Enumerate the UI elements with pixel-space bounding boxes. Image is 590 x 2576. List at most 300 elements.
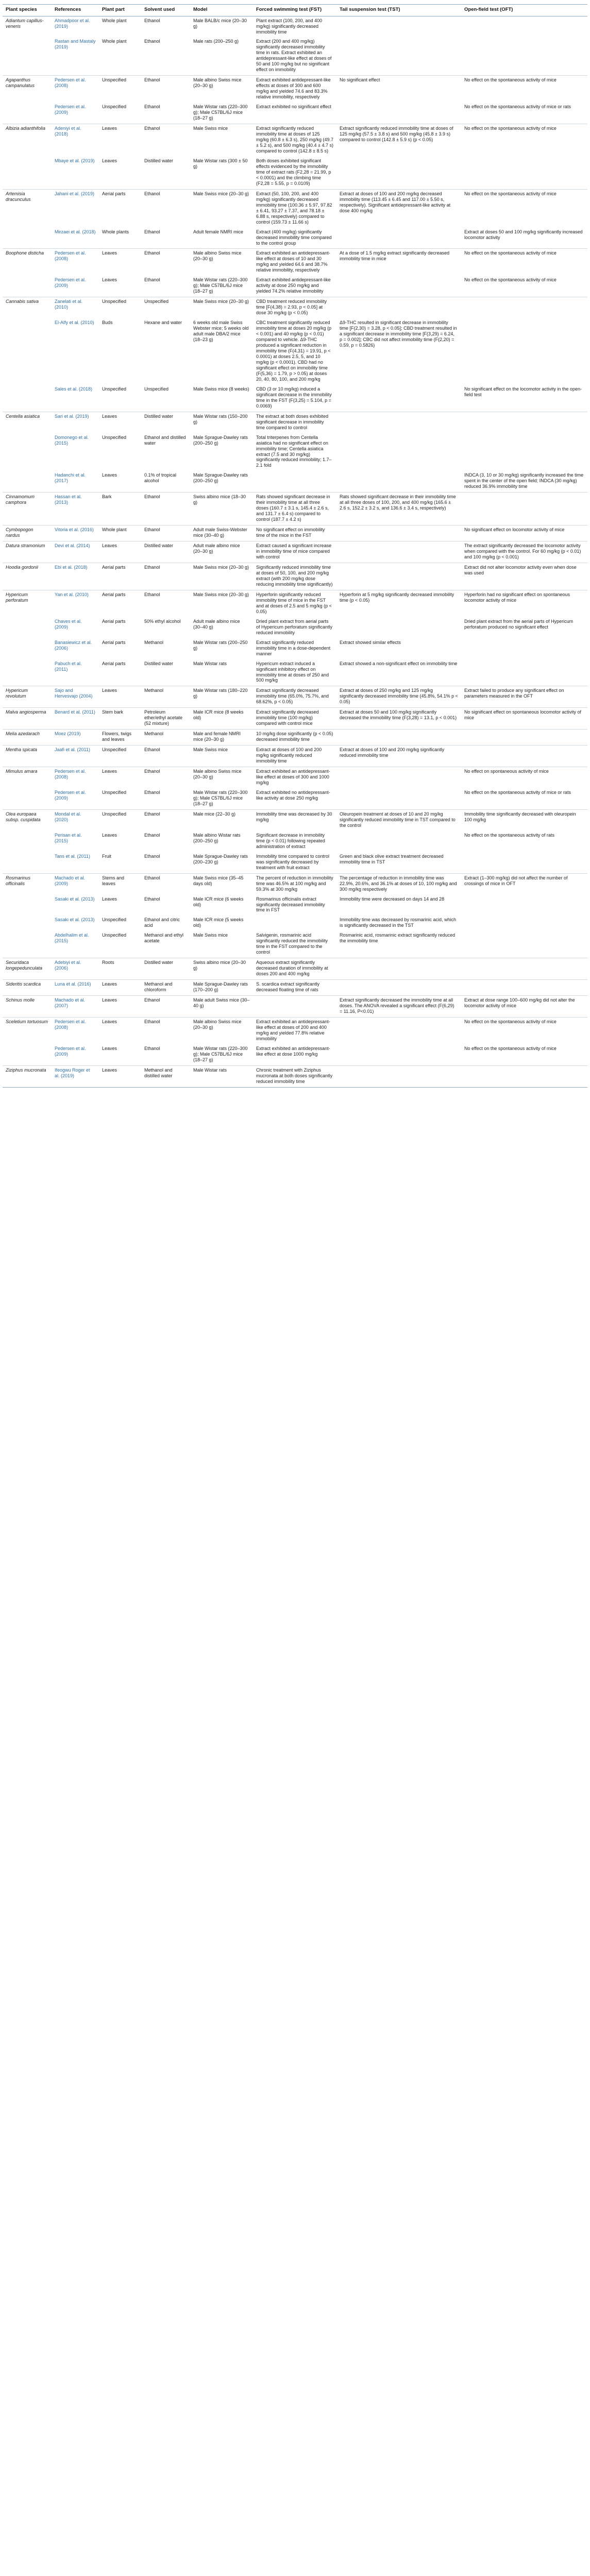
header-fst: Forced swimming test (FST) (253, 5, 336, 16)
cell-plant-part: Roots (99, 958, 141, 980)
cell-oft: No significant effect on the locomotor activity in the open-field test (464, 386, 582, 397)
cell-plant-part: Unspecified (102, 104, 127, 110)
cell-fst: Significant decrease in immobility time (p < 0.01) following repeated administration of extract (256, 832, 325, 849)
cell-fst: Extract exhibited an antidepressant-like effect at doses of 300 and 1000 mg/kg (253, 767, 336, 788)
cell-plant-part: Aerial parts (99, 189, 141, 227)
cell-model: Male and female NMRI mice (20–30 g) (190, 730, 253, 745)
cell-tst (336, 471, 461, 492)
cell-plant-species (3, 659, 52, 686)
cell-plant-part: Whole plant (99, 16, 141, 37)
cell-reference[interactable]: Sales et al. (2018) (55, 386, 93, 392)
header-plant-part: Plant part (99, 5, 141, 16)
cell-fst: Extract exhibited no antidepressant-like activity at dose 250 mg/kg (256, 790, 330, 801)
cell-plant-species: Rosmarinus officinalis (3, 873, 52, 894)
cell-model: Male albino Swiss mice (20–30 g) (190, 76, 253, 103)
table-row (3, 980, 587, 996)
header-solvent-used: Solvent used (141, 5, 190, 16)
cell-solvent: Ethanol (141, 493, 190, 526)
cell-model: Male ICR mice (5 weeks old) (193, 917, 244, 928)
cell-reference[interactable]: Adebiyi et al. (2006) (52, 958, 99, 980)
table-row (3, 276, 587, 297)
cell-reference[interactable]: Banasiewicz et al. (2006) (55, 639, 92, 651)
table-row (3, 931, 587, 958)
cell-solvent: Methanol (141, 686, 190, 708)
cell-solvent: Ethanol (141, 563, 190, 590)
cell-oft: Dried plant extract from the aerial parts of Hypericum perforatum produced no significant effect (464, 618, 574, 630)
cell-plant-part: Unspecified (102, 933, 127, 938)
cell-plant-species (3, 37, 52, 75)
cell-tst: At a dose of 1.5 mg/kg extract significantly decreased immobility time in mice (336, 249, 461, 276)
header-tst: Tail suspension test (TST) (336, 5, 461, 16)
cell-tst (336, 157, 461, 189)
cell-tst (336, 297, 461, 318)
cell-oft (461, 730, 587, 745)
cell-solvent: Ethanol (141, 590, 190, 617)
cell-solvent: Distilled water (144, 158, 174, 163)
cell-fst: Immobility time was decreased by 30 mg/kg (253, 809, 336, 831)
cell-plant-part: Unspecified (99, 745, 141, 767)
cell-fst: Extract exhibited an antidepressant-like effect at doses of 10 and 30 mg/kg and yielded 64.6 and 38.7% relative immobility, respectively (253, 249, 336, 276)
cell-tst (336, 617, 461, 638)
cell-fst: Extract significantly decreased immobility time (65.0%, 75.7%, and 68.62%, p < 0.05) (253, 686, 336, 708)
cell-reference[interactable]: Machado et al. (2007) (52, 996, 99, 1018)
cell-plant-species: Adiantum capillus-veneris (3, 16, 52, 37)
cell-plant-part: Unspecified (102, 917, 127, 923)
cell-reference[interactable]: Chaves et al. (2009) (55, 618, 82, 630)
cell-plant-part: Stems and leaves (99, 873, 141, 894)
cell-tst (336, 958, 461, 980)
cell-plant-species: Cymbopogon nardus (3, 526, 52, 541)
cell-oft: Extract did not alter locomotor activity even when dose was used (461, 563, 587, 590)
cell-plant-species (3, 1044, 52, 1065)
cell-model: Male albino Swiss mice (20–30 g) (190, 1018, 253, 1044)
cell-fst: CBD treatment reduced immobility time [F(4,38) = 2.93, p < 0.05] at dose 30 mg/kg (p < 0.05) (253, 297, 336, 318)
cell-tst: Extract significantly decreased the immobility time at all doses. The ANOVA revealed a significant effect (F(6,29) = 11.16, P<0.01) (336, 996, 461, 1018)
cell-fst: Dried plant extract from aerial parts of Hypericum perforatum significantly reduced immobility (256, 618, 333, 635)
cell-fst: Salvigenin, rosmarinic acid significantly reduced the immobility time in the FST compared to the control (256, 933, 328, 955)
cell-plant-species: Securidaca longepedunculata (3, 958, 52, 980)
cell-reference[interactable]: Hassan et al. (2013) (52, 493, 99, 526)
cell-solvent: Ethanol (144, 277, 160, 283)
cell-reference[interactable]: Pedersen et al. (2009) (55, 104, 86, 115)
cell-reference[interactable]: Pedersen et al. (2008) (52, 1018, 99, 1044)
cell-plant-part: Leaves (99, 686, 141, 708)
cell-oft: No effect on the spontaneous activity of mice (461, 249, 587, 276)
cell-tst (336, 385, 461, 412)
cell-reference[interactable]: Zanelati et al. (2010) (52, 297, 99, 318)
cell-solvent: Unspecified (141, 297, 190, 318)
cell-plant-part: Leaves (99, 249, 141, 276)
cell-solvent: Ethanol (144, 104, 160, 110)
table-body (3, 16, 587, 1087)
table-row (3, 563, 587, 590)
cell-solvent: Petroleum ether/ethyl acetate (52 mixture) (141, 708, 190, 730)
cell-model: Male albino Wistar rats (200–250 g) (193, 832, 241, 843)
cell-solvent: Ethanol (141, 809, 190, 831)
cell-reference[interactable]: Pedersen et al. (2008) (52, 767, 99, 788)
cell-reference[interactable]: Domonego et al. (2015) (55, 434, 89, 446)
table-row (3, 37, 587, 75)
table-row (3, 189, 587, 227)
cell-solvent: Ethanol (141, 16, 190, 37)
cell-plant-species: Mimulus amara (3, 767, 52, 788)
cell-reference[interactable]: Tans et al. (2011) (55, 853, 90, 859)
cell-fst: S. scardica extract significantly decreased floating time of rats (253, 980, 336, 996)
cell-reference[interactable]: Jaafi et al. (2011) (52, 745, 99, 767)
cell-plant-part: Leaves (102, 277, 117, 283)
table-row (3, 916, 587, 931)
cell-plant-part: Aerial parts (99, 563, 141, 590)
cell-model: Male rats (200–250 g) (193, 39, 239, 44)
table-row (3, 541, 587, 563)
cell-oft (461, 895, 587, 916)
cell-model: Adult male Swiss-Webster mice (30–40 g) (190, 526, 253, 541)
cell-tst (336, 433, 461, 471)
table-row (3, 958, 587, 980)
cell-reference[interactable]: El-Alfy et al. (2010) (55, 320, 94, 326)
cell-reference[interactable]: Rastan and Mastaly (2019) (55, 39, 96, 50)
cell-solvent: Ethanol (144, 229, 160, 234)
cell-fst: Chronic treatment with Ziziphus mucronata at both doses significantly reduced immobility time (253, 1065, 336, 1087)
cell-plant-species: Artemisia dracunculus (3, 189, 52, 227)
cell-tst: Δ9-THC resulted in significant decrease in immobility time [F(2,30) = 3.28, p < 0.05]; CBD treatment resulted in a significant decrease in immobility time [F(3,29) = 6.24, p = 0.002]; CBC did not affect immobility time (F(2,20) = 0.59, p = 0.5826) (340, 320, 457, 348)
cell-plant-species: Albizia adianthifolia (3, 124, 52, 157)
cell-reference[interactable]: Pedersen et al. (2009) (55, 1045, 86, 1057)
table-row (3, 730, 587, 745)
cell-reference[interactable]: Pedersen et al. (2009) (55, 790, 86, 801)
cell-oft (461, 1065, 587, 1087)
cell-plant-species (3, 788, 52, 809)
cell-solvent: Ethanol and citric acid (144, 917, 180, 928)
cell-fst: Extract (50, 100, 200, and 400 mg/kg) significantly decreased immobility time (100.36 ± 5.97, 97.82 ± 6.41, 93.27 ± 7.37, and 78.18 ± 6.88 s, respectively) compared to control (159.73 ± 11.66 s) (253, 189, 336, 227)
cell-plant-part: Aerial parts (102, 639, 126, 645)
table-row (3, 852, 587, 873)
cell-fst: Extract caused a significant increase in immobility time of mice compared with control (253, 541, 336, 563)
header-model: Model (190, 5, 253, 16)
cell-plant-part: Stem bark (99, 708, 141, 730)
cell-oft: No effect on the spontaneous activity of mice or rats (464, 104, 571, 110)
cell-oft: No effect on the spontaneous activity of mice (461, 76, 587, 103)
cell-plant-part: Unspecified (102, 434, 127, 440)
cell-plant-species: Centella asiatica (3, 412, 52, 433)
table-row (3, 617, 587, 638)
cell-oft: No significant effect on locomotor activity of mice (461, 526, 587, 541)
table-row (3, 1044, 587, 1065)
cell-plant-species (3, 916, 52, 931)
table-row (3, 433, 587, 471)
cell-solvent: Ethanol (141, 745, 190, 767)
table-row (3, 249, 587, 276)
cell-reference[interactable]: Pedersen et al. (2009) (55, 277, 86, 289)
cell-solvent: Methanol (141, 730, 190, 745)
cell-model: Male Swiss mice (35–45 days old) (190, 873, 253, 894)
cell-plant-species (3, 895, 52, 916)
cell-tst: No significant effect (336, 76, 461, 103)
cell-plant-part: Unspecified (99, 76, 141, 103)
cell-model: Male Sprague-Dawley rats (200–250 g) (193, 472, 248, 484)
cell-reference[interactable]: Ifeogwu Roger et al. (2019) (52, 1065, 99, 1087)
cell-plant-part: Buds (102, 320, 113, 326)
cell-solvent: Ethanol (141, 189, 190, 227)
cell-fst (253, 471, 336, 492)
cell-reference[interactable]: Sajo and Hervesvajo (2004) (52, 686, 99, 708)
cell-fst: Hyperforin significantly reduced immobility time of mice in the FST and at doses of 2.5 and 5 mg/kg (p < 0.05) (253, 590, 336, 617)
cell-reference[interactable]: Adeniyi et al. (2018) (52, 124, 99, 157)
cell-model: Male Wistar rats (193, 660, 227, 666)
table-row (3, 590, 587, 617)
cell-solvent: Ethanol (141, 124, 190, 157)
cell-fst: Both doses exhibited significant effects evidenced by the immobility time of extract rats (F2,28 = 21.99, p < 0.0001) and the climbing time (F2,28 = 5.55, p = 0.0109) (256, 158, 331, 186)
table-row (3, 526, 587, 541)
table-row (3, 1018, 587, 1044)
table-row (3, 76, 587, 103)
cell-fst: Plant extract (100, 200, and 400 mg/kg) significantly decreased immobility time (253, 16, 336, 37)
table-row (3, 686, 587, 708)
cell-solvent: Unspecified (144, 386, 169, 392)
cell-fst: No significant effect on immobility time of the mice in the FST (253, 526, 336, 541)
cell-plant-part: Leaves (99, 1065, 141, 1087)
cell-fst (253, 916, 336, 931)
cell-plant-species (3, 228, 52, 249)
cell-plant-species (3, 157, 52, 189)
cell-fst: Extract at doses of 100 and 200 mg/kg significantly reduced immobility time (253, 745, 336, 767)
cell-fst: 10 mg/kg dose significantly (p < 0.05) decreased immobility time (253, 730, 336, 745)
cell-tst: Rats showed significant decrease in their immobility time at all three doses of 100, 200, and 400 mg/kg (165.6 ± 2.6 s, 152.2 ± 3.2 s, and 136.6 ± 3.4 s, respectively) (336, 493, 461, 526)
cell-tst (336, 16, 461, 37)
cell-tst (336, 526, 461, 541)
cell-reference[interactable]: Jahani et al. (2019) (52, 189, 99, 227)
cell-fst: Rats showed significant decrease in their immobility time at all three doses (160.7 ± 3.1 s, 145.4 ± 2.6 s, and 131.7 ± 6.4 s) compared to control (187.7 ± 4.2 s) (253, 493, 336, 526)
cell-plant-species: Boophone disticha (3, 249, 52, 276)
cell-tst (336, 228, 461, 249)
cell-tst (336, 412, 461, 433)
table-page (0, 0, 590, 1093)
table-row (3, 124, 587, 157)
table-row (3, 16, 587, 37)
cell-model: Male Swiss mice (8 weeks) (193, 386, 249, 392)
cell-oft (461, 980, 587, 996)
cell-tst: Green and black olive extract treatment decreased immobility time in TST (340, 853, 444, 865)
cell-oft (461, 433, 587, 471)
cell-fst: Extract significantly reduced immobility time in a dose-dependent manner (256, 639, 331, 656)
cell-reference[interactable]: Mondal et al. (2020) (52, 809, 99, 831)
cell-model: Male Wistar rats (200–250 g) (193, 639, 248, 651)
cell-reference[interactable]: Perisan et al. (2015) (55, 832, 82, 843)
cell-oft: No effect on spontaneous activity of mice (461, 767, 587, 788)
cell-model: Male Wistar rats (150–200 g) (190, 412, 253, 433)
cell-fst: Total triterpenes from Centella asiatica had no significant effect on immobility time; Centella asiatica extract (7.5 and 30 mg/kg) significantly reduced immobility; 1.7–2.1 fold (256, 434, 332, 468)
table-row (3, 471, 587, 492)
cell-plant-part: Leaves (102, 1045, 117, 1051)
cell-reference[interactable]: Vitoria et al. (2016) (52, 526, 99, 541)
cell-oft (461, 37, 587, 75)
cell-solvent: Ethanol (144, 39, 160, 44)
cell-plant-species: Sideritis scardica (3, 980, 52, 996)
cell-reference[interactable]: Pedersen et al. (2008) (52, 76, 99, 103)
cell-reference[interactable]: Hadanchi et al. (2017) (55, 472, 86, 484)
cell-oft (461, 852, 587, 873)
cell-model: Male Swiss mice (20–30 g) (190, 297, 253, 318)
cell-oft: Extract at dose range 100–600 mg/kg did not alter the locomotor activity of mice (461, 996, 587, 1018)
cell-tst (336, 1044, 461, 1065)
cell-solvent: Hexane and water (144, 320, 182, 326)
cell-plant-species: Hoodia gordonii (3, 563, 52, 590)
cell-oft: No effect on the spontaneous activity of mice (464, 277, 557, 283)
cell-model: Male Swiss mice (20–30 g) (190, 189, 253, 227)
cell-plant-part: Leaves (102, 472, 117, 478)
cell-reference[interactable]: Mirzaei et al. (2018) (55, 229, 96, 234)
cell-solvent: Methanol (144, 639, 164, 645)
cell-reference[interactable]: Ahmadpoor et al. (2019) (52, 16, 99, 37)
cell-reference[interactable]: Benard et al. (2011) (52, 708, 99, 730)
table-row (3, 297, 587, 318)
cell-oft (461, 493, 587, 526)
cell-reference[interactable]: Ebi et al. (2018) (52, 563, 99, 590)
cell-fst: Extract exhibited no significant effect (256, 104, 331, 110)
cell-plant-part: Unspecified (102, 386, 127, 392)
cell-solvent: 0.1% of tropical alcohol (144, 472, 177, 484)
cell-plant-species (3, 471, 52, 492)
cell-model: Male Sprague-Dawley rats (200–250 g) (193, 434, 248, 446)
cell-oft: No effect on the spontaneous activity of mice (464, 1045, 557, 1051)
table-row (3, 385, 587, 412)
cell-tst (336, 37, 461, 75)
cell-reference[interactable]: Luna et al. (2016) (52, 980, 99, 996)
cell-model: Male ICR mice (8 weeks old) (190, 708, 253, 730)
cell-solvent: Ethanol (141, 873, 190, 894)
cell-reference[interactable]: Pedersen et al. (2008) (52, 249, 99, 276)
cell-oft: Extract failed to produce any significant effect on parameters measured in the OFT (461, 686, 587, 708)
cell-reference[interactable]: Moez (2019) (52, 730, 99, 745)
table-row (3, 157, 587, 189)
cell-plant-species (3, 638, 52, 659)
cell-oft: No effect on the spontaneous activity of mice (461, 1018, 587, 1044)
cell-solvent: Methanol and chloroform (141, 980, 190, 996)
cell-plant-species: Sceletium tortuosum (3, 1018, 52, 1044)
cell-plant-species: Hypericum perforatum (3, 590, 52, 617)
table-row (3, 228, 587, 249)
cell-oft (461, 638, 587, 659)
cell-plant-part: Leaves (99, 1018, 141, 1044)
cell-oft: Extract at doses 50 and 100 mg/kg significantly increased locomotor activity (464, 229, 583, 240)
cell-tst (336, 563, 461, 590)
cell-solvent: Methanol and distilled water (141, 1065, 190, 1087)
cell-solvent: Ethanol and distilled water (144, 434, 186, 446)
cell-model: Male albino Swiss mice (20–30 g) (190, 249, 253, 276)
cell-solvent: Ethanol (144, 1045, 160, 1051)
cell-tst (336, 541, 461, 563)
cell-plant-part: Leaves (99, 980, 141, 996)
table-row (3, 788, 587, 809)
table-row (3, 493, 587, 526)
cell-plant-species (3, 276, 52, 297)
cell-model: Adult male albino mice (20–30 g) (190, 541, 253, 563)
cell-oft: No effect on the spontaneous activity of mice (461, 124, 587, 157)
table-row (3, 1065, 587, 1087)
cell-tst (336, 1018, 461, 1044)
cell-plant-species: Hypericum revolutum (3, 686, 52, 708)
cell-plant-part: Leaves (99, 541, 141, 563)
cell-tst: Extract showed similar effects (340, 639, 401, 645)
cell-oft: No significant effect on spontaneous locomotor activity of mice (461, 708, 587, 730)
cell-fst: The extract at both doses exhibited significant decrease in immobility time compared to control (253, 412, 336, 433)
cell-plant-part: Bark (99, 493, 141, 526)
cell-plant-species: Mentha spicata (3, 745, 52, 767)
cell-plant-part: Unspecified (99, 297, 141, 318)
cell-reference[interactable]: Yan et al. (2010) (52, 590, 99, 617)
cell-reference[interactable]: Machado et al. (2009) (52, 873, 99, 894)
cell-model: Male Wistar rats (220–300 g); Male C57BL/6J mice (18–27 g) (193, 1045, 248, 1062)
cell-plant-species: Melia azedarach (3, 730, 52, 745)
cell-oft: No effect on the spontaneous activity of mice (461, 189, 587, 227)
cell-fst: The percent of reduction in immobility time was 46.5% at 100 mg/kg and 59.3% at 300 mg/kg (253, 873, 336, 894)
cell-tst: Oleuropein treatment at doses of 10 and 20 mg/kg significantly reduced immobility time in TST compared to the control (336, 809, 461, 831)
table-row (3, 873, 587, 894)
cell-reference[interactable]: Sasaki et al. (2013) (55, 896, 95, 902)
cell-plant-part: Whole plant (102, 39, 127, 44)
cell-model: Male Swiss mice (190, 745, 253, 767)
cell-oft (461, 931, 587, 958)
cell-fst: Rosmarinus officinalis extract significantly decreased immobility time in FST (256, 896, 325, 913)
table-row (3, 996, 587, 1018)
cell-oft (461, 916, 587, 931)
table-row (3, 745, 587, 767)
table-row (3, 809, 587, 831)
cell-oft: No effect on the spontaneous activity of rats (464, 832, 554, 838)
header-references: References (52, 5, 99, 16)
cell-oft (461, 157, 587, 189)
cell-model: Male Swiss mice (190, 124, 253, 157)
header-row (3, 5, 587, 16)
cell-model: Male Swiss mice (20–30 g) (190, 563, 253, 590)
cell-oft: INDCA (3, 10 or 30 mg/kg) significantly increased the time spent in the center of the open field; INDCA (30 mg/kg) reduced 36.9% immobility time (464, 472, 584, 489)
cell-model: Male ICR mice (6 weeks old) (193, 896, 244, 907)
cell-reference[interactable]: Pabuch et al. (2011) (55, 660, 82, 672)
cell-reference[interactable]: Sari et al. (2019) (52, 412, 99, 433)
cell-reference[interactable]: Abdelhalim et al. (2015) (55, 933, 89, 944)
cell-model: Male albino Swiss mice (20–30 g) (190, 767, 253, 788)
cell-tst: Extract showed a non-significant effect on immobility time (340, 660, 458, 666)
cell-oft: The extract significantly decreased the locomotor activity when compared with the control. For 60 mg/kg (p < 0.01) and 100 mg/kg (p < 0.001) (461, 541, 587, 563)
cell-solvent: Ethanol (144, 896, 160, 902)
cell-plant-part: Flowers, twigs and leaves (99, 730, 141, 745)
cell-solvent: Ethanol (141, 996, 190, 1018)
cell-plant-part: Leaves (102, 896, 117, 902)
cell-solvent: Ethanol (144, 853, 160, 859)
cell-model: Male BALB/c mice (20–30 g) (190, 16, 253, 37)
cell-plant-species: Malva angiosperma (3, 708, 52, 730)
cell-tst: The percentage of reduction in immobility time was 22.9%, 20.6%, and 36.1% at doses of 10, 100 mg/kg and 300 mg/kg respectively (336, 873, 461, 894)
cell-oft (461, 659, 587, 686)
cell-plant-part: Aerial parts (102, 660, 126, 666)
cell-fst: Extract (400 mg/kg) significantly decreased immobility time compared to the control group (256, 229, 332, 246)
cell-fst: Extract exhibited antidepressant-like activity at dose 250 mg/kg and yielded 74.2% relative immobility (256, 277, 331, 294)
cell-tst (336, 831, 461, 852)
cell-reference[interactable]: Devi et al. (2014) (52, 541, 99, 563)
cell-plant-species: Cannabis sativa (3, 297, 52, 318)
cell-oft (461, 318, 587, 385)
table-row (3, 318, 587, 385)
cell-fst: Extract significantly reduced immobility time at doses of 125 mg/kg (60.8 ± 6.3 s), 250 mg/kg (49.7 ± 5.2 s), and 500 mg/kg (40.4 ± 4.7 s) compared to control (142.8 ± 8.5 s) (253, 124, 336, 157)
cell-plant-species: Datura stramonium (3, 541, 52, 563)
cell-reference[interactable]: Mbaye et al. (2019) (55, 158, 95, 163)
cell-plant-species: Agapanthus campanulatus (3, 76, 52, 103)
cell-oft (461, 745, 587, 767)
cell-model: Male Sprague-Dawley rats (170–200 g) (190, 980, 253, 996)
cell-plant-part: Leaves (99, 767, 141, 788)
cell-reference[interactable]: Sasaki et al. (2013) (55, 917, 95, 923)
cell-plant-part: Aerial parts (99, 590, 141, 617)
